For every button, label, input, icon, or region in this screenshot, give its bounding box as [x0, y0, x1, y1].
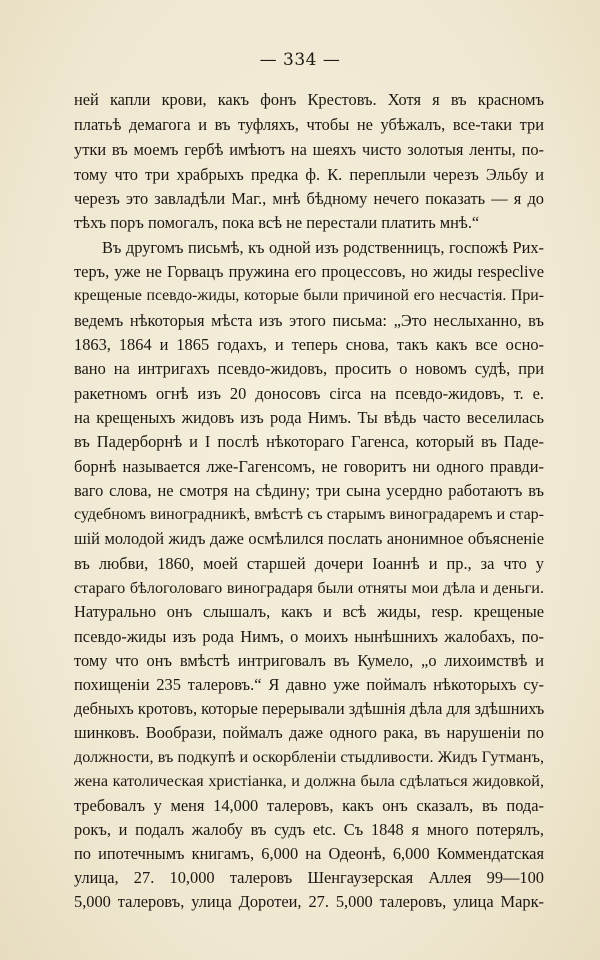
text-line: тому что три храбрыхъ предка ф. К. переплыли черезъ Эльбу и — [74, 165, 544, 184]
text-line: на крещеныхъ жидовъ изъ рода Нимъ. Ты вѣдь часто веселилась — [74, 408, 544, 427]
text-line: по ипотечнымъ книгамъ, 6,000 на Одеонѣ, 6,000 Коммендатская — [74, 844, 544, 863]
text-line: въ любви, 1860, моей старшей дочери Іоаннѣ и пр., за что у — [74, 554, 544, 573]
text-line: въ Падерборнѣ и I послѣ нѣкотораго Гагенса, который въ Паде- — [74, 432, 544, 451]
text-line: Натурально онъ слышалъ, какъ и всѣ жиды, resp. крещеные — [74, 602, 544, 621]
text-line: псевдо-жиды изъ рода Нимъ, о моихъ нынѣшнихъ жалобахъ, по- — [74, 627, 544, 646]
text-line: похищеніи 235 талеровъ.“ Я давно уже поймалъ нѣкоторыхъ су- — [74, 675, 544, 694]
text-line: тому что онъ вмѣстѣ интриговалъ въ Кумело, „о лихоимствѣ и — [74, 651, 544, 670]
text-line: черезъ это завладѣли Маг., мнѣ бѣдному нечего показать — я до — [74, 189, 544, 208]
text-line: теръ, уже не Горвацъ пружина его процессовъ, но жиды resрeclive — [74, 262, 544, 281]
text-line: должности, въ подкупѣ и оскорбленіи стыдливости. Жидъ Гутманъ, — [74, 748, 544, 766]
text-line: стараго бѣлоголоваго виноградаря были отняты мои дѣла и деньги. — [74, 579, 544, 597]
text-line: шій молодой жидъ даже осмѣлился послать анонимное объясненіе — [74, 529, 544, 548]
text-line: дебныхъ кротовъ, которые перерывали здѣшнія дѣла для здѣшнихъ — [74, 699, 545, 718]
page-number: — 334 — — [259, 50, 341, 70]
text-line: ней капли крови, какъ фонъ Крестовъ. Хотя я въ красномъ — [74, 90, 544, 109]
text-line: жена католическая христіанка, и должна была сдѣлаться жидовкой, — [74, 772, 544, 790]
text-line: судебномъ виноградникѣ, вмѣстѣ съ старымъ виноградаремъ и стар- — [74, 506, 544, 523]
text-line: требовалъ у меня 14,000 талеровъ, какъ онъ сказалъ, въ пода- — [74, 796, 544, 815]
text-line: утки въ моемъ гербѣ имѣютъ на шеяхъ чисто золотыя ленты, по- — [74, 140, 544, 159]
text-line: улица, 27. 10,000 талеровъ Шенгаузерская Аллея 99—100 — [74, 868, 544, 887]
text-line: ваго слова, не смотря на сѣдину; три сына усердно работаютъ въ — [74, 481, 544, 500]
text-line: крещеные псевдо-жиды, которые были причиной его несчастія. При- — [74, 287, 544, 304]
text-line: шинковъ. Вообрази, поймалъ даже одного рака, въ нарушеніи по — [74, 723, 544, 742]
text-line: вано на интригахъ псевдо-жидовъ, просить о новомъ судѣ, при — [74, 359, 544, 378]
text-line: Въ другомъ письмѣ, къ одной изъ родственницъ, госпожѣ Рих- — [102, 238, 544, 257]
text-line: ракетномъ огнѣ изъ 20 доносовъ circa на псевдо-жидовъ, т. е. — [74, 384, 544, 403]
text-line: платьѣ демагога и въ туфляхъ, чтобы не убѣжалъ, все-таки три — [74, 115, 544, 134]
text-line: ведемъ нѣкоторыя мѣста изъ этого письма: „Это неслыханно, въ — [74, 311, 544, 330]
text-line: рокъ, и подалъ жалобу въ судъ etc. Съ 1848 я много потерялъ, — [74, 820, 544, 839]
text-line: 1863, 1864 и 1865 годахъ, и теперь снова, такъ какъ все осно- — [74, 335, 544, 354]
text-line: борнѣ называется лже-Гагенсомъ, не говоритъ ни одного правди- — [74, 457, 544, 476]
text-line: 5,000 талеровъ, улица Доротеи, 27. 5,000 талеровъ, улица Марк- — [74, 892, 544, 911]
text-line: тѣхъ поръ помогалъ, пока всѣ не перестали платить мнѣ.“ — [74, 213, 480, 232]
